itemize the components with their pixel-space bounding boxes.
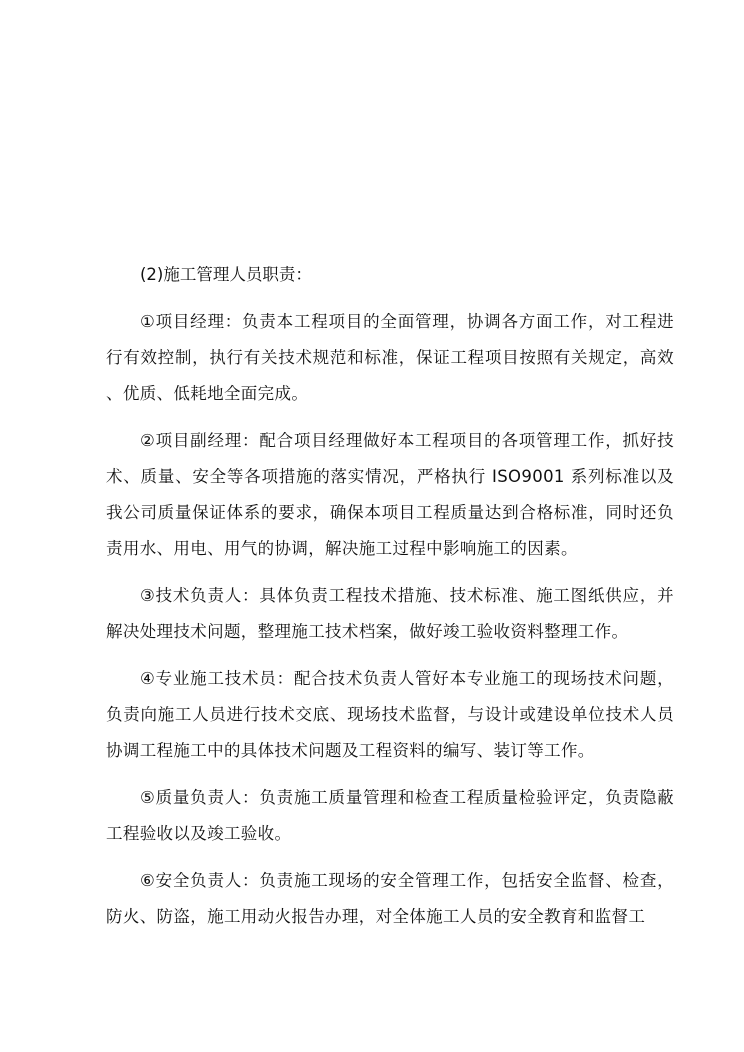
- duty-specialist-technician: ④专业施工技术员：配合技术负责人管好本专业施工的现场技术问题，负责向施工人员进行技术交底、现场技术监督，与设计或建设单位技术人员协调工程施工中的具体技术问题及工程资料的编写、装订等工作。: [106, 669, 674, 760]
- duty-project-manager: ①项目经理：负责本工程项目的全面管理，协调各方面工作，对工程进行有效控制，执行有关技术规范和标准，保证工程项目按照有关规定，高效 、优质、低耗地全面完成。: [106, 312, 674, 403]
- document-body: [106, 257, 674, 946]
- duty-technical-lead: ③技术负责人：具体负责工程技术措施、技术标准、施工图纸供应，并解决处理技术问题，整理施工技术档案，做好竣工验收资料整理工作。: [106, 586, 674, 641]
- duty-safety-lead: ⑥安全负责人：负责施工现场的安全管理工作，包括安全监督、检查，防火、防盗，施工用动火报告办理，对全体施工人员的安全教育和监督工: [106, 871, 674, 926]
- duty-quality-lead: ⑤质量负责人：负责施工质量管理和检查工程质量检验评定，负责隐蔽工程验收以及竣工验收。: [106, 788, 674, 843]
- duty-deputy-project-manager: ②项目副经理：配合项目经理做好本工程项目的各项管理工作，抓好技术、质量、安全等各项措施的落实情况，严格执行 ISO9001 系列标准以及我公司质量保证体系的要求，确保本项目工程质量达到合格标准，同时还负责用水、用电、用气的协调，解决施工过程中影响施工的因素。: [106, 431, 674, 558]
- section-heading: (2)施工管理人员职责：: [140, 265, 312, 284]
